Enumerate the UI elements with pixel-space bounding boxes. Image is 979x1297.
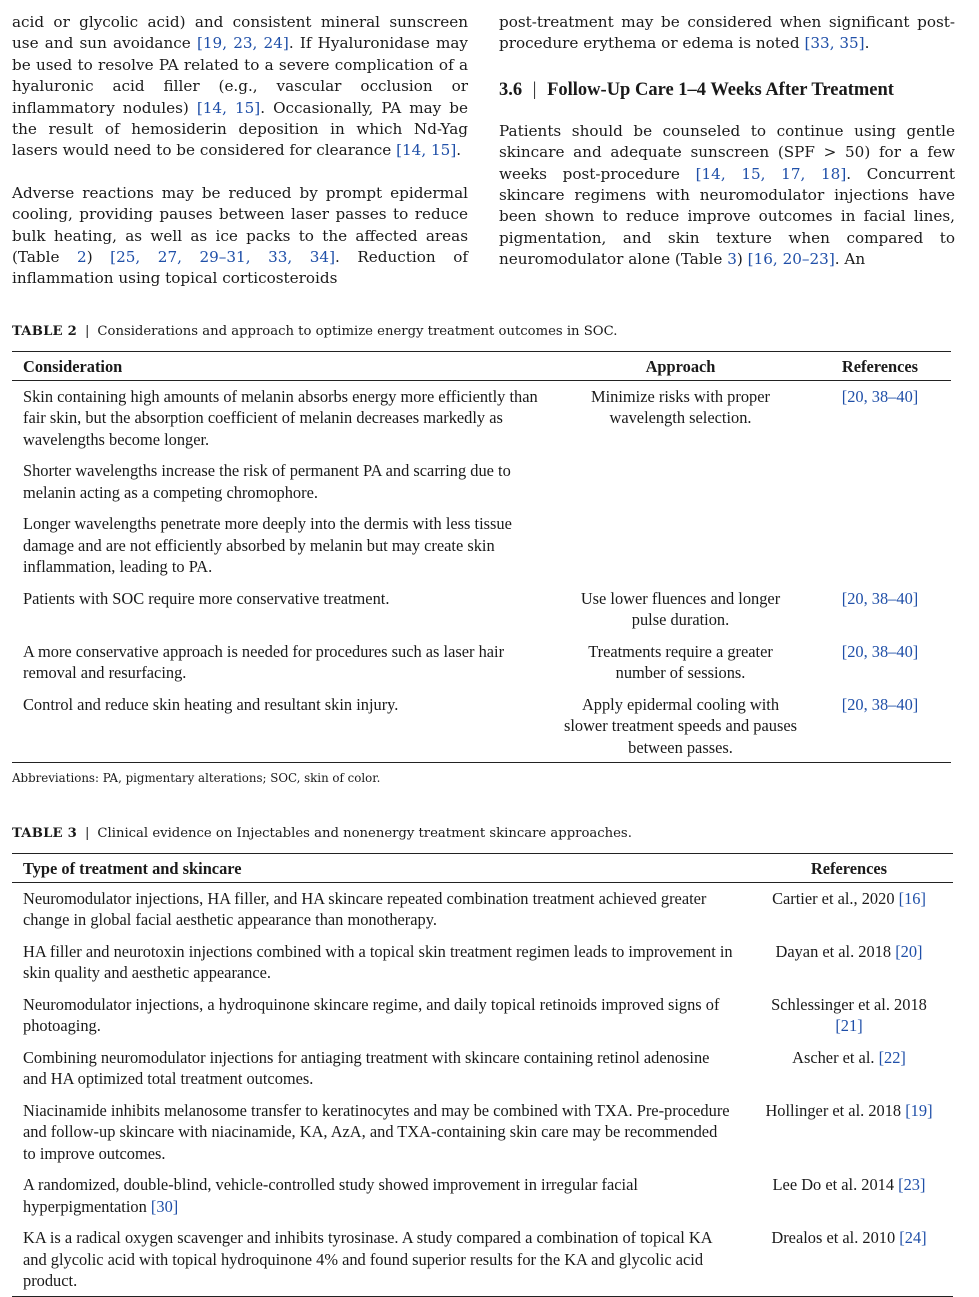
approach-cell: Apply epidermal cooling with slower treatment speeds and pauses between passes.	[552, 689, 809, 763]
reference-cell: Dayan et al. 2018 [20]	[775, 941, 923, 961]
table-row	[12, 989, 953, 1042]
table3-label: TABLE 3	[12, 826, 77, 841]
reference-cell: Drealos et al. 2010 [24]	[745, 1222, 953, 1296]
table2	[12, 351, 951, 763]
table-row	[12, 636, 951, 689]
reference-cell: Schlessinger et al. 2018 [21]	[771, 994, 927, 1035]
approach-cell: Use lower fluences and longer pulse duration.	[580, 588, 781, 629]
table-row	[12, 689, 951, 763]
table3-separator: |	[84, 826, 90, 841]
citation-link[interactable]: [16, 20–23]	[747, 250, 835, 269]
section-separator: |	[532, 79, 537, 100]
table3-header-type: Type of treatment and skincare	[12, 854, 745, 883]
consideration-cell: Shorter wavelengths increase the risk of permanent PA and scarring due to melanin acting as a competing chromophore.	[23, 461, 511, 502]
consideration-cell: Longer wavelengths penetrate more deeply into the dermis with less tissue damage and are not efficiently absorbed by melanin but may create skin inflammation, leading to PA.	[23, 514, 512, 576]
citation-link[interactable]: [16]	[898, 888, 926, 908]
citation-link[interactable]: [20, 38–40]	[841, 641, 919, 661]
table3	[12, 853, 953, 1297]
citation-link[interactable]: [14, 15, 17, 18]	[695, 164, 847, 183]
table-row	[12, 1095, 953, 1170]
left-column	[12, 12, 468, 290]
table3-caption	[12, 826, 632, 841]
approach-cell	[552, 455, 809, 508]
table2-label: TABLE 2	[12, 324, 77, 339]
table-row	[12, 1222, 953, 1296]
treatment-cell: A randomized, double-blind, vehicle-controlled study showed improvement in irregular facial hyperpigmentation [30]	[23, 1175, 638, 1216]
table-row	[12, 936, 953, 989]
table2-header-consideration: Consideration	[12, 352, 552, 381]
citation-link[interactable]: [33, 35]	[804, 34, 865, 53]
table2-header-references: References	[809, 352, 951, 381]
table-row	[12, 1042, 953, 1095]
table-row	[12, 380, 951, 455]
reference-cell: Hollinger et al. 2018 [19]	[765, 1100, 933, 1120]
table-row	[12, 508, 951, 583]
treatment-cell: HA filler and neurotoxin injections combined with a topical skin treatment regimen leads to improvement in skin quality and aesthetic appearance.	[23, 941, 733, 982]
table2-caption-text: Considerations and approach to optimize energy treatment outcomes in SOC.	[97, 324, 618, 339]
citation-link[interactable]: [19]	[905, 1100, 933, 1120]
table2-caption	[12, 324, 617, 339]
consideration-cell: A more conservative approach is needed for procedures such as laser hair removal and resurfacing.	[23, 641, 505, 682]
table-link[interactable]: 3	[727, 250, 737, 269]
table3-caption-text: Clinical evidence on Injectables and nonenergy treatment skincare approaches.	[97, 826, 632, 841]
citation-link[interactable]: [20, 38–40]	[841, 386, 919, 406]
approach-cell: Minimize risks with proper wavelength selection.	[591, 386, 770, 427]
table-row	[12, 583, 951, 636]
treatment-cell: KA is a radical oxygen scavenger and inhibits tyrosinase. A study compared a combination of topical KA and glycolic acid with topical hydroquinone 4% and found superior results for the KA and glycolic acid product.	[12, 1222, 745, 1296]
table-row	[12, 455, 951, 508]
section-number: 3.6	[499, 79, 523, 100]
citation-link[interactable]: [21]	[835, 1016, 863, 1035]
table2-abbreviations: Abbreviations: PA, pigmentary alterations; SOC, skin of color.	[12, 771, 381, 785]
right-column	[499, 12, 955, 271]
citation-link[interactable]: [25, 27, 29–31, 33, 34]	[110, 248, 336, 267]
citation-link[interactable]: [20, 38–40]	[841, 694, 919, 714]
table2-separator: |	[84, 324, 90, 339]
treatment-cell: Neuromodulator injections, HA filler, and HA skincare repeated combination treatment achieved greater change in global facial aesthetic appearance than monotherapy.	[23, 888, 707, 929]
treatment-cell: Neuromodulator injections, a hydroquinone skincare regime, and daily topical retinoids improved signs of photoaging.	[23, 994, 720, 1035]
citation-link[interactable]: [22]	[878, 1047, 906, 1067]
citation-link[interactable]: [20]	[895, 941, 923, 961]
citation-link[interactable]: [19, 23, 24]	[196, 34, 289, 53]
table-link[interactable]: 2	[77, 248, 87, 267]
table2-header-approach: Approach	[552, 352, 809, 381]
citation-link[interactable]: [20, 38–40]	[841, 588, 919, 608]
reference-cell: Lee Do et al. 2014 [23]	[772, 1175, 926, 1194]
table3-header-row	[12, 854, 953, 883]
section-title: Follow-Up Care 1–4 Weeks After Treatment	[547, 79, 894, 100]
treatment-cell: Combining neuromodulator injections for antiaging treatment with skincare containing retinol adenosine and HA optimized total treatment outcomes.	[23, 1047, 710, 1088]
left-paragraph-1: acid or glycolic acid) and consistent mineral sunscreen use and sun avoidance [19, 23, 24]. If Hyaluronidase may be used to resolve PA related to a severe complication of a hyaluronic acid filler (e.g., vascular occlusion or inflammatory nodules) [14, 15]. Occasionally, PA may be the result of hemosiderin deposition in which Nd-Yag lasers would need to be considered for clearance [14, 15].	[12, 13, 468, 160]
table3-header-references: References	[745, 854, 953, 883]
citation-link[interactable]: [24]	[899, 1228, 927, 1247]
consideration-cell: Skin containing high amounts of melanin absorbs energy more efficiently than fair skin, but the absorption coefficient of melanin decreases markedly as wavelengths become longer.	[23, 386, 538, 449]
reference-cell: Cartier et al., 2020 [16]	[772, 888, 926, 908]
citation-link[interactable]: [30]	[150, 1196, 179, 1216]
treatment-cell: Niacinamide inhibits melanosome transfer to keratinocytes and may be combined with TXA. Pre-procedure and follow-up skincare with niacinamide, KA, AzA, and TXA-containing skin care may be recommended to improve outcomes.	[23, 1100, 730, 1163]
right-paragraph-2: Patients should be counseled to continue using gentle skincare and adequate sunscreen (SPF > 50) for a few weeks post-procedure [14, 15, 17, 18]. Concurrent skincare regimens with neuromodulator injections have been shown to reduce improve outcomes in facial lines, pigmentation, and skin texture when compared to neuromodulator alone (Table 3) [16, 20–23]. An	[499, 121, 955, 269]
consideration-cell: Patients with SOC require more conservative treatment.	[23, 588, 390, 608]
citation-link[interactable]: [14, 15]	[196, 98, 261, 117]
table-row	[12, 1169, 953, 1222]
reference-cell: Ascher et al. [22]	[792, 1047, 906, 1067]
citation-link[interactable]: [14, 15]	[396, 141, 457, 160]
table-row	[12, 882, 953, 936]
approach-cell: Treatments require a greater number of sessions.	[588, 641, 773, 682]
section-heading	[499, 77, 955, 103]
left-paragraph-2: Adverse reactions may be reduced by prompt epidermal cooling, providing pauses between laser passes to reduce bulk heating, as well as ice packs to the affected areas (Table 2) [25, 27, 29–31, 33, 34]. Reduction of inflammation using topical corticosteroids	[12, 183, 468, 288]
approach-cell	[552, 508, 809, 583]
right-paragraph-1: post-treatment may be considered when significant post-procedure erythema or edema is noted [33, 35].	[499, 13, 955, 53]
consideration-cell: Control and reduce skin heating and resultant skin injury.	[12, 689, 552, 763]
citation-link[interactable]: [23]	[898, 1175, 926, 1194]
table2-header-row	[12, 352, 951, 381]
